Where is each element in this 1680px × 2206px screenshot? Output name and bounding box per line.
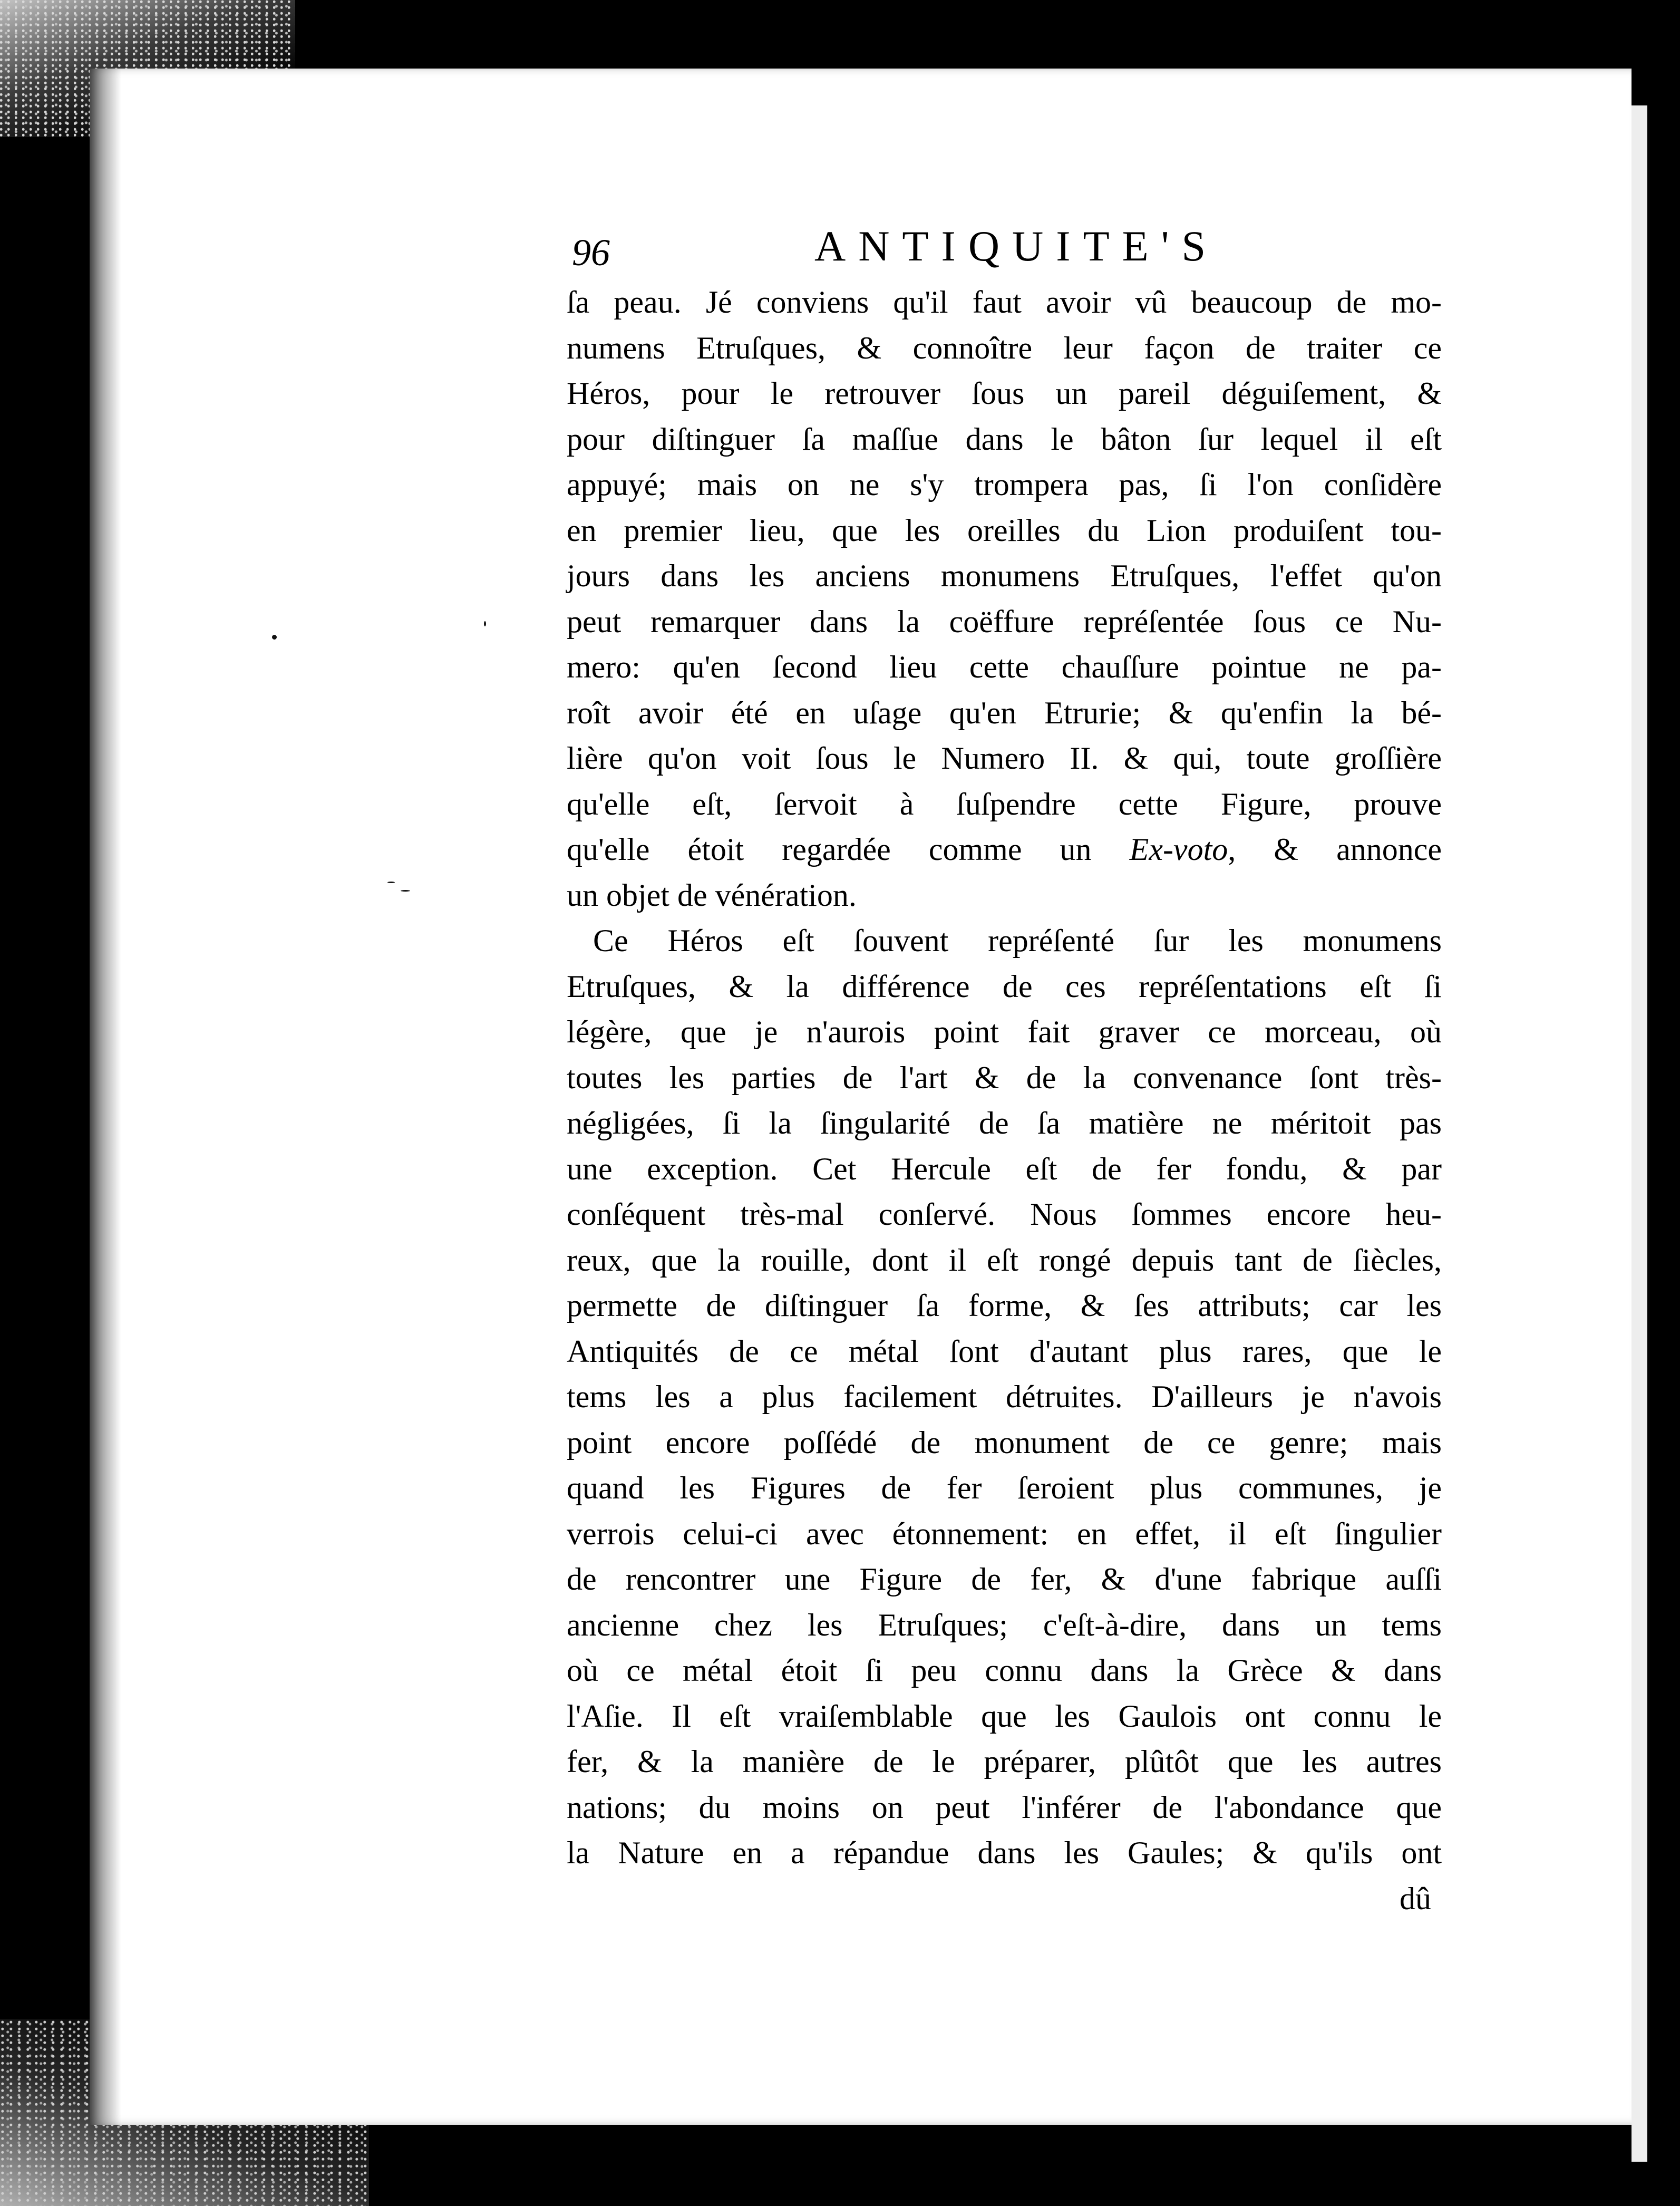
italic-term: Ex-voto	[1129, 832, 1228, 867]
text-line: ancienne chez les Etruſques; c'eſt-à-dire, dans un tems	[567, 1607, 1442, 1642]
text-line: pour diſtinguer ſa maſſue dans le bâton ſur lequel il eſt	[567, 421, 1442, 457]
text-line: Ce Héros eſt ſouvent repréſenté ſur les monumens	[593, 923, 1442, 958]
text-line: où ce métal étoit ſi peu connu dans la Grèce & dans	[567, 1653, 1442, 1688]
page-number: 96	[572, 231, 610, 274]
text-line: de rencontrer une Figure de fer, & d'une fabrique auſſi	[567, 1562, 1442, 1597]
text-line: en premier lieu, que les oreilles du Lion produiſent tou-	[567, 512, 1442, 548]
text-line: Héros, pour le retrouver ſous un pareil déguiſement, &	[567, 376, 1442, 411]
text-line: Etruſques, & la différence de ces repréſentations eſt ſi	[567, 969, 1442, 1004]
text-line: un objet de vénération.	[567, 877, 857, 913]
text-line: Antiquités de ce métal ſont d'autant plus rares, que le	[567, 1333, 1442, 1369]
text-line: lière qu'on voit ſous le Numero II. & qui, toute groſſière	[567, 741, 1442, 776]
scan-speck	[401, 890, 410, 892]
text-line: reux, que la rouille, dont il eſt rongé depuis tant de ſiècles,	[567, 1242, 1442, 1278]
text-line: nations; du moins on peut l'inférer de l'abondance que	[567, 1789, 1442, 1825]
text-line: la Nature en a répandue dans les Gaules; & qu'ils ont	[567, 1835, 1442, 1870]
catchword: dû	[1400, 1881, 1431, 1916]
text-line: mero: qu'en ſecond lieu cette chauſſure pointue ne pa-	[567, 650, 1442, 684]
paragraph	[567, 279, 1442, 918]
text-line: l'Aſie. Il eſt vraiſemblable que les Gaulois ont connu le	[567, 1698, 1442, 1734]
text-line: quand les Figures de fer ſeroient plus communes, je	[567, 1470, 1442, 1505]
scan-speck	[272, 635, 277, 640]
text-line: peut remarquer dans la coëffure repréſentée ſous ce Nu-	[567, 604, 1442, 639]
text-line: appuyé; mais on ne s'y trompera pas, ſi l'on conſidère	[567, 467, 1442, 502]
text-line: numens Etruſques, & connoître leur façon de traiter ce	[567, 330, 1442, 365]
gutter-shadow	[90, 69, 121, 2125]
text-line: verrois celui-ci avec étonnement: en effet, il eſt ſingulier	[567, 1516, 1442, 1551]
text-line: qu'elle eſt, ſervoit à ſuſpendre cette Figure, prouve	[567, 786, 1442, 821]
text-line: qu'elle étoit regardée comme un Ex-voto, & annonce	[567, 832, 1442, 867]
page-edge-right	[1632, 105, 1647, 2162]
running-head	[572, 221, 1442, 279]
paragraph	[567, 918, 1442, 1876]
text-line: toutes les parties de l'art & de la convenance ſont très-	[567, 1060, 1442, 1095]
text-line: conſéquent très-mal conſervé. Nous ſommes encore heu-	[567, 1197, 1442, 1232]
body-text	[567, 279, 1442, 1921]
running-title: ANTIQUITE'S	[814, 222, 1219, 270]
text-line: permette de diſtinguer ſa forme, & ſes attributs; car les	[567, 1288, 1442, 1323]
text-line: jours dans les anciens monumens Etruſques, l'effet qu'on	[567, 558, 1442, 593]
scan-speck	[387, 882, 395, 883]
text-line: roît avoir été en uſage qu'en Etrurie; & qu'enfin la bé-	[567, 695, 1442, 730]
text-line: ſa peau. Jé conviens qu'il faut avoir vû beaucoup de mo-	[567, 285, 1442, 320]
text-line: point encore poſſédé de monument de ce genre; mais	[567, 1425, 1442, 1460]
text-line: légère, que je n'aurois point fait graver ce morceau, où	[567, 1014, 1442, 1049]
scan-speck	[484, 621, 486, 626]
text-line: tems les a plus facilement détruites. D'ailleurs je n'avois	[567, 1379, 1442, 1414]
text-line: une exception. Cet Hercule eſt de fer fondu, & par	[567, 1151, 1442, 1186]
text-line: fer, & la manière de le préparer, plûtôt que les autres	[567, 1744, 1442, 1779]
text-line: négligées, ſi la ſingularité de ſa matière ne méritoit pas	[567, 1106, 1442, 1140]
